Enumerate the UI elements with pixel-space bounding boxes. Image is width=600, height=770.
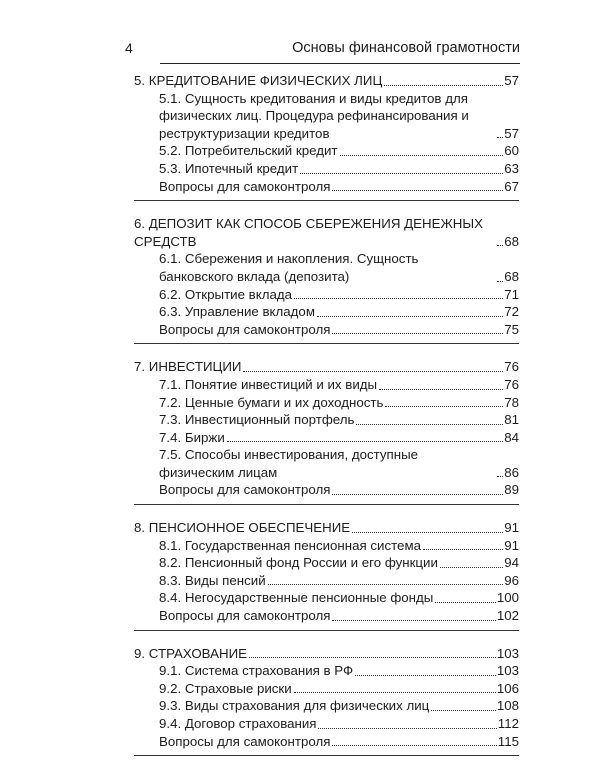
toc-entry[interactable] bbox=[134, 376, 519, 394]
entry-title: 9.2. Страховые риски bbox=[159, 680, 292, 696]
toc-entry[interactable] bbox=[134, 303, 519, 321]
leader-dots bbox=[340, 155, 504, 156]
entry-title: 7.1. Понятие инвестиций и их виды bbox=[159, 376, 378, 392]
chapter-heading[interactable] bbox=[134, 358, 519, 376]
entry-title: 7.5. Способы инвестирования, доступные физическим лицам bbox=[159, 447, 419, 480]
entry-page: 71 bbox=[504, 286, 519, 302]
chapter-title: 8. ПЕНСИОННОЕ ОБЕСПЕЧЕНИЕ bbox=[134, 520, 351, 536]
leader-dots bbox=[332, 333, 503, 334]
leader-dots bbox=[431, 710, 496, 711]
page-number: 4 bbox=[125, 40, 133, 56]
leader-dots bbox=[249, 657, 496, 658]
entry-page: 84 bbox=[504, 429, 519, 445]
entry-title: 7.2. Ценные бумаги и их доходность bbox=[159, 394, 384, 410]
leader-dots bbox=[497, 245, 503, 246]
entry-page: 106 bbox=[496, 680, 519, 696]
chapter-heading[interactable] bbox=[134, 215, 519, 250]
entry-title: Вопросы для самоконтроля bbox=[159, 321, 331, 337]
leader-dots bbox=[423, 549, 503, 550]
leader-dots bbox=[384, 85, 503, 86]
chapter-page: 57 bbox=[504, 73, 519, 88]
toc-chapter bbox=[134, 358, 519, 505]
leader-dots bbox=[300, 173, 503, 174]
leader-dots bbox=[355, 675, 496, 676]
entry-page: 76 bbox=[504, 376, 519, 392]
entry-title: 8.1. Государственная пенсионная система bbox=[159, 537, 421, 553]
entry-page: 112 bbox=[497, 716, 519, 731]
toc-entry[interactable] bbox=[134, 697, 519, 715]
entry-page: 100 bbox=[496, 590, 519, 606]
entry-title: 8.2. Пенсионный фонд России и его функции bbox=[159, 555, 438, 571]
leader-dots bbox=[379, 389, 503, 390]
toc-entry[interactable] bbox=[134, 429, 519, 447]
entry-page: 72 bbox=[504, 304, 519, 320]
entry-page: 115 bbox=[497, 733, 519, 749]
entry-page: 78 bbox=[504, 394, 519, 410]
entry-title: 5.1. Сущность кредитования и виды кредитов для физических лиц. Процедура рефинансирования и реструктуризации кредитов bbox=[159, 90, 469, 141]
chapter-page: 76 bbox=[504, 359, 519, 375]
table-of-contents bbox=[134, 72, 519, 770]
entry-page: 86 bbox=[504, 464, 519, 480]
entry-title: 7.4. Биржи bbox=[159, 429, 225, 445]
chapter-title: 9. СТРАХОВАНИЕ bbox=[134, 645, 248, 661]
entry-title: Вопросы для самоконтроля bbox=[159, 178, 331, 194]
header-rule bbox=[160, 63, 520, 64]
leader-dots bbox=[440, 567, 503, 568]
toc-entry[interactable] bbox=[134, 142, 519, 160]
leader-dots bbox=[356, 424, 503, 425]
entry-page: 67 bbox=[504, 178, 519, 194]
entry-page: 75 bbox=[504, 321, 519, 337]
entry-page: 102 bbox=[496, 608, 519, 624]
chapter-title: 5. КРЕДИТОВАНИЕ ФИЗИЧЕСКИХ ЛИЦ bbox=[134, 73, 383, 88]
toc-entry[interactable] bbox=[134, 394, 519, 412]
leader-dots bbox=[317, 316, 503, 317]
toc-entry[interactable] bbox=[134, 607, 519, 625]
leader-dots bbox=[332, 190, 503, 191]
chapter-page: 68 bbox=[504, 233, 519, 249]
toc-entry[interactable] bbox=[134, 160, 519, 178]
leader-dots bbox=[243, 371, 503, 372]
leader-dots bbox=[497, 476, 503, 477]
toc-entry[interactable] bbox=[134, 680, 519, 698]
chapter-title: 7. ИНВЕСТИЦИИ bbox=[134, 359, 242, 375]
leader-dots bbox=[352, 532, 503, 533]
leader-dots bbox=[385, 406, 503, 407]
entry-title: 5.2. Потребительский кредит bbox=[159, 143, 338, 159]
entry-page: 60 bbox=[504, 143, 519, 159]
toc-chapter bbox=[134, 215, 519, 344]
toc-entry[interactable] bbox=[134, 572, 519, 590]
entry-title: 9.3. Виды страхования для физических лиц bbox=[159, 698, 430, 714]
chapter-title: 6. ДЕПОЗИТ КАК СПОСОБ СБЕРЕЖЕНИЯ ДЕНЕЖНЫХ СРЕДСТВ bbox=[134, 216, 483, 249]
chapter-page: 91 bbox=[504, 520, 519, 536]
leader-dots bbox=[497, 137, 503, 138]
toc-entry[interactable] bbox=[134, 411, 519, 429]
entry-title: Вопросы для самоконтроля bbox=[159, 608, 331, 624]
toc-entry[interactable] bbox=[134, 321, 519, 339]
entry-title: Вопросы для самоконтроля bbox=[159, 733, 331, 749]
toc-chapter bbox=[134, 72, 519, 201]
chapter-heading[interactable] bbox=[134, 72, 519, 90]
leader-dots bbox=[268, 584, 504, 585]
leader-dots bbox=[332, 494, 503, 495]
toc-entry[interactable] bbox=[134, 90, 519, 143]
entry-title: 9.4. Договор страхования bbox=[159, 716, 317, 731]
leader-dots bbox=[435, 602, 495, 603]
chapter-heading[interactable] bbox=[134, 519, 519, 537]
entry-page: 103 bbox=[496, 663, 519, 679]
toc-entry[interactable] bbox=[134, 662, 519, 680]
entry-page: 63 bbox=[504, 160, 519, 176]
leader-dots bbox=[497, 281, 503, 282]
entry-page: 57 bbox=[504, 125, 519, 141]
entry-page: 89 bbox=[504, 482, 519, 498]
toc-entry[interactable] bbox=[134, 481, 519, 499]
running-title: Основы финансовой грамотности bbox=[292, 40, 520, 56]
leader-dots bbox=[294, 298, 503, 299]
toc-entry[interactable] bbox=[134, 446, 519, 481]
leader-dots bbox=[318, 728, 496, 729]
entry-title: 8.4. Негосударственные пенсионные фонды bbox=[159, 590, 434, 606]
toc-entry[interactable] bbox=[134, 715, 519, 733]
toc-entry[interactable] bbox=[134, 178, 519, 196]
toc-entry[interactable] bbox=[134, 554, 519, 572]
entry-page: 94 bbox=[504, 555, 519, 571]
toc-entry[interactable] bbox=[134, 537, 519, 555]
entry-title: 6.3. Управление вкладом bbox=[159, 304, 315, 320]
leader-dots bbox=[332, 620, 495, 621]
leader-dots bbox=[227, 441, 503, 442]
entry-page: 108 bbox=[496, 698, 519, 714]
leader-dots bbox=[294, 692, 496, 693]
entry-title: Вопросы для самоконтроля bbox=[159, 482, 331, 498]
toc-entry[interactable] bbox=[134, 286, 519, 304]
entry-title: 9.1. Система страхования в РФ bbox=[159, 663, 354, 679]
entry-page: 81 bbox=[504, 412, 519, 428]
chapter-page: 103 bbox=[496, 645, 519, 661]
toc-entry[interactable] bbox=[134, 589, 519, 607]
toc-chapter bbox=[134, 519, 519, 631]
leader-dots bbox=[332, 745, 496, 746]
entry-title: 8.3. Виды пенсий bbox=[159, 572, 266, 588]
entry-page: 91 bbox=[504, 537, 519, 553]
entry-title: 6.2. Открытие вклада bbox=[159, 286, 293, 302]
entry-title: 5.3. Ипотечный кредит bbox=[159, 160, 299, 176]
entry-title: 7.3. Инвестиционный портфель bbox=[159, 412, 355, 428]
chapter-heading[interactable] bbox=[134, 645, 519, 663]
entry-title: 6.1. Сбережения и накопления. Сущность банковского вклада (депозита) bbox=[159, 251, 419, 284]
entry-page: 96 bbox=[504, 572, 519, 588]
toc-chapter bbox=[134, 645, 519, 757]
toc-entry[interactable] bbox=[134, 250, 519, 285]
entry-page: 68 bbox=[504, 268, 519, 284]
toc-entry[interactable] bbox=[134, 733, 519, 751]
